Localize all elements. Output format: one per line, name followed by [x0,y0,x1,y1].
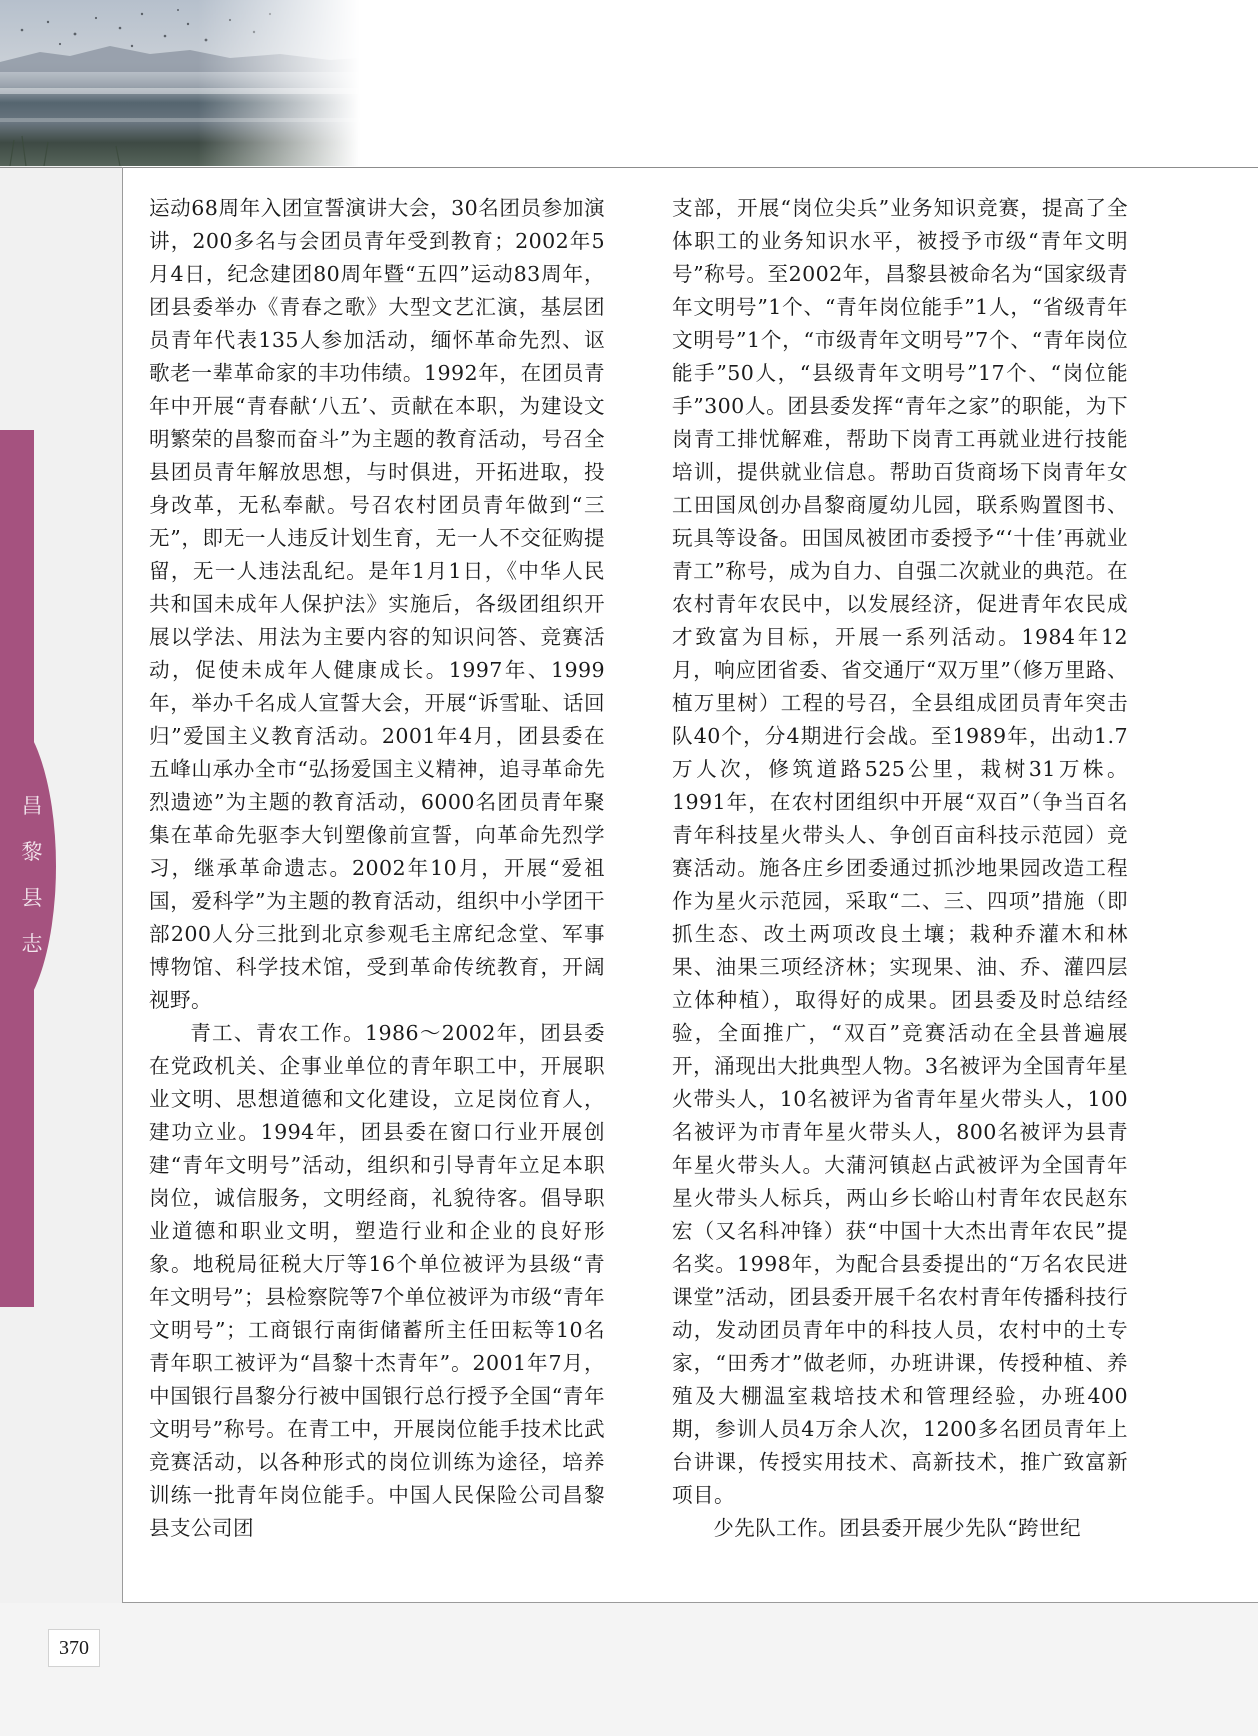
margin-rule [122,167,123,1603]
paragraph: 少先队工作。团县委开展少先队“跨世纪 [713,1516,1082,1540]
book-title-char: 黎 [21,840,43,864]
header-landscape-image [0,0,360,166]
footer-rule [122,1602,1258,1603]
header-rule [0,167,1258,168]
book-title-char: 县 [21,886,43,910]
paragraph: 支部，开展“岗位尖兵”业务知识竞赛，提高了全体职工的业务知识水平，被授予市级“青年文明号”称号。至2002年，昌黎县被命名为“国家级青年文明号”1个、“青年岗位能手”1人，“省级青年文明号”1个，“市级青年文明号”7个、“青年岗位能手”50人，“县级青年文明号”17个、“岗位能手”300人。团县委发挥“青年之家”的职能，为下岗青工排忧解难，帮助下岗青工再就业进行技能培训，提供就业信息。帮助百货商场下岗青年女工田国凤创办昌黎商厦幼儿园，联系购置图书、玩具等设备。田国凤被团市委授予“‘十佳’再就业青工”称号，成为自力、自强二次就业的典范。在农村青年农民中，以发展经济，促进青年农民成才致富为目标，开展一系列活动。1984年12月，响应团省委、省交通厅“双万里”（修万里路、植万里树）工程的号召，全县组成团员青年突击队40个，分4期进行会战。至1989年，出动1.7万人次，修筑道路525公里，栽树31万株。1991年，在农村团组织中开展“双百”（争当百名青年科技星火带头人、争创百亩科技示范园）竞赛活动。施各庄乡团委通过抓沙地果园改造工程作为星火示范园，采取“二、三、四项”措施（即抓生态、改土两项改良土壤；栽种乔灌木和林果、油果三项经济林；实现果、油、乔、灌四层立体种植），取得好的成果。团县委及时总结经验，全面推广，“双百”竞赛活动在全县普遍展开，涌现出大批典型人物。3名被评为全国青年星火带头人，10名被评为省青年星火带头人，100名被评为市青年星火带头人，800名被评为县青年星火带头人。大蒲河镇赵占武被评为全国青年星火带头人标兵，两山乡长峪山村青年农民赵东宏（又名科冲锋）获“中国十大杰出青年农民”提名奖。1998年，为配合县委提出的“万名农民进课堂”活动，团县委开展千名农村青年传播科技行动，发动团员青年中的科技人员，农村中的土专家，“田秀才”做老师，办班讲课，传授种植、养殖及大棚温室栽培技术和管理经验，办班400期，参训人员4万余人次，1200多名团员青年上台讲课，传授实用技术、高新技术，推广致富新项目。 [672,196,1128,1507]
paragraph: 青工、青农工作。1986～2002年，团县委在党政机关、企事业单位的青年职工中，开展职业文明、思想道德和文化建设，立足岗位育人，建功立业。1994年，团县委在窗口行业开展创建“青年文明号”活动，组织和引导青年立足本职岗位，诚信服务，文明经商，礼貌待客。倡导职业道德和职业文明，塑造行业和企业的良好形象。地税局征税大厅等16个单位被评为县级“青年文明号”；县检察院等7个单位被评为市级“青年文明号”；工商银行南街储蓄所主任田耘等10名青年职工被评为“昌黎十杰青年”。2001年7月，中国银行昌黎分行被中国银行总行授予全国“青年文明号”称号。在青工中，开展岗位能手技术比武竞赛活动，以各种形式的岗位训练为途径，培养训练一批青年岗位能手。中国人民保险公司昌黎县支公司团 [149,1021,605,1540]
book-title-vertical [20,783,44,967]
book-title-char: 志 [21,932,43,956]
left-text-column [149,192,605,1545]
bottom-margin-band [0,1603,1258,1736]
paragraph: 运动68周年入团宣誓演讲大会，30名团员参加演讲，200多名与会团员青年受到教育；2002年5月4日，纪念建团80周年暨“五四”运动83周年，团县委举办《青春之歌》大型文艺汇演，基层团员青年代表135人参加活动，缅怀革命先烈、讴歌老一辈革命家的丰功伟绩。1992年，在团员青年中开展“青春献‘八五’、贡献在本职，为建设文明繁荣的昌黎而奋斗”为主题的教育活动，号召全县团员青年解放思想，与时俱进，开拓进取，投身改革，无私奉献。号召农村团员青年做到“三无”，即无一人违反计划生育，无一人不交征购提留，无一人违法乱纪。是年1月1日，《中华人民共和国未成年人保护法》实施后，各级团组织开展以学法、用法为主要内容的知识问答、竞赛活动，促使未成年人健康成长。1997年、1999年，举办千名成人宣誓大会，开展“诉雪耻、话回归”爱国主义教育活动。2001年4月，团县委在五峰山承办全市“弘扬爱国主义精神，追寻革命先烈遗迹”为主题的教育活动，6000名团员青年聚集在革命先驱李大钊塑像前宣誓，向革命先烈学习，继承革命遗志。2002年10月，开展“爱祖国，爱科学”为主题的教育活动，组织中小学团干部200人分三批到北京参观毛主席纪念堂、军事博物馆、科学技术馆，受到革命传统教育，开阔视野。 [149,196,605,1012]
header-landscape-drawing [0,0,360,166]
book-title-char: 昌 [21,794,43,818]
page-number: 370 [48,1629,100,1667]
right-text-column [672,192,1128,1545]
